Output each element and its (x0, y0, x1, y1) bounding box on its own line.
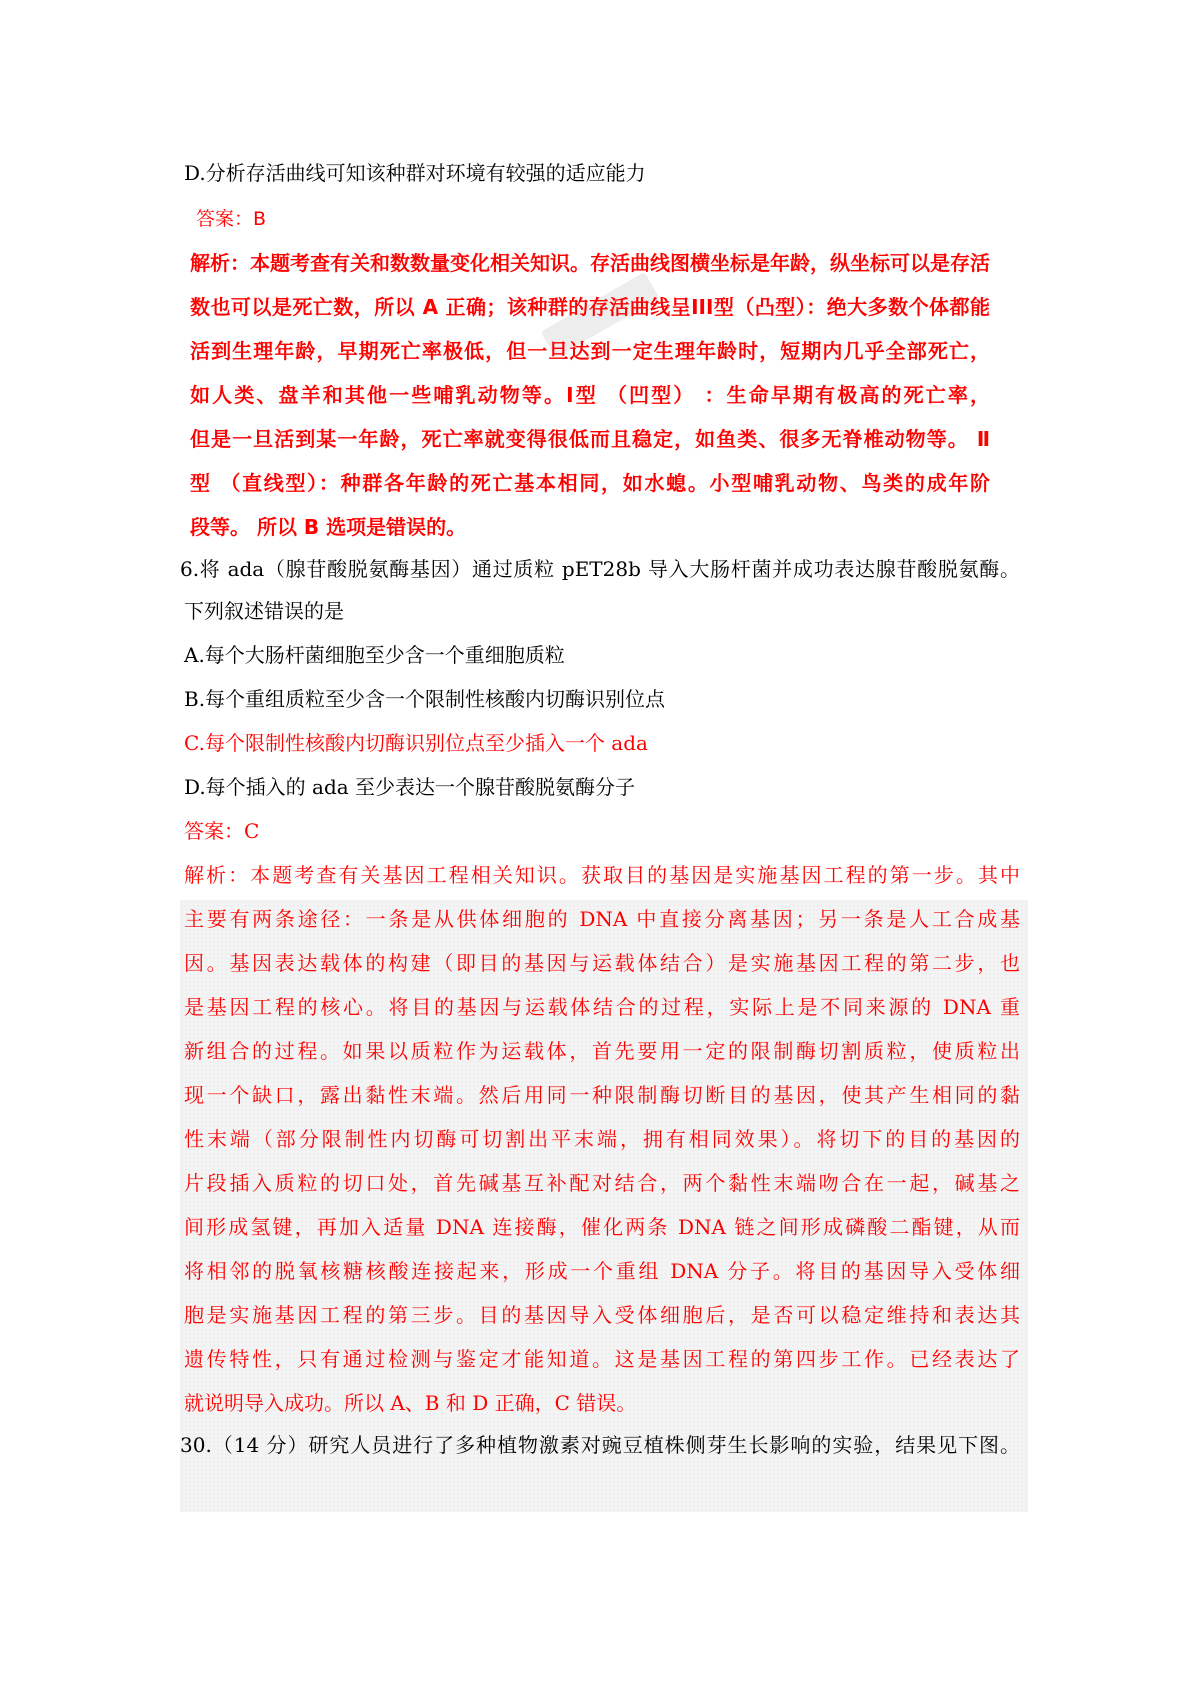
analysis-previous-line-2: 数也可以是死亡数，所以 A 正确；该种群的存活曲线呈III型（凸型）：绝大多数个体都能 (190, 295, 990, 319)
question-6-analysis-line-3: 因。基因表达载体的构建（即目的基因与运载体结合）是实施基因工程的第二步，也 (184, 951, 1020, 975)
answer-previous: 答案：B (196, 208, 267, 230)
analysis-shaded-block (180, 900, 1028, 1512)
question-6-option-b: B.每个重组质粒至少含一个限制性核酸内切酶识别位点 (184, 687, 666, 711)
option-d-previous: D.分析存活曲线可知该种群对环境有较强的适应能力 (184, 161, 646, 185)
question-6-analysis-line-2: 主要有两条途径：一条是从供体细胞的 DNA 中直接分离基因；另一条是人工合成基 (184, 907, 1020, 931)
question-6-analysis-line-4: 是基因工程的核心。将目的基因与运载体结合的过程，实际上是不同来源的 DNA 重 (184, 995, 1020, 1019)
question-6-analysis-line-11: 胞是实施基因工程的第三步。目的基因导入受体细胞后，是否可以稳定维持和表达其 (184, 1303, 1020, 1327)
analysis-previous-line-6: 型 （直线型）：种群各年龄的死亡基本相同，如水螅。小型哺乳动物、鸟类的成年阶 (190, 471, 990, 495)
analysis-previous-line-3: 活到生理年龄，早期死亡率极低，但一旦达到一定生理年龄时，短期内几乎全部死亡， (190, 339, 990, 363)
analysis-previous-line-1: 解析：本题考查有关和数数量变化相关知识。存活曲线图横坐标是年龄，纵坐标可以是存活 (190, 251, 990, 275)
question-6-stem-line-2: 下列叙述错误的是 (184, 599, 344, 623)
analysis-previous-line-5: 但是一旦活到某一年龄，死亡率就变得很低而且稳定，如鱼类、很多无脊椎动物等。 Ⅱ (190, 427, 990, 451)
question-30-stem: 30.（14 分）研究人员进行了多种植物激素对豌豆植株侧芽生长影响的实验，结果见下图。 (180, 1433, 1020, 1457)
question-6-analysis-line-7: 性末端（部分限制性内切酶可切割出平末端，拥有相同效果）。将切下的目的基因的 (184, 1127, 1020, 1151)
question-6-analysis-line-10: 将相邻的脱氧核糖核酸连接起来，形成一个重组 DNA 分子。将目的基因导入受体细 (184, 1259, 1020, 1283)
question-6-stem-line-1: 6.将 ada（腺苷酸脱氨酶基因）通过质粒 pET28b 导入大肠杆菌并成功表达腺苷酸脱氨酶。 (180, 557, 1020, 581)
question-6-answer: 答案：C (184, 819, 260, 843)
question-6-option-a: A.每个大肠杆菌细胞至少含一个重细胞质粒 (184, 643, 565, 667)
question-6-analysis-line-1: 解析：本题考查有关基因工程相关知识。获取目的基因是实施基因工程的第一步。其中 (184, 863, 1020, 887)
question-6-analysis-line-12: 遗传特性，只有通过检测与鉴定才能知道。这是基因工程的第四步工作。已经表达了 (184, 1347, 1020, 1371)
question-6-option-c: C.每个限制性核酸内切酶识别位点至少插入一个 ada (184, 731, 648, 755)
analysis-previous-line-7: 段等。 所以 B 选项是错误的。 (190, 515, 467, 539)
question-6-analysis-line-9: 间形成氢键，再加入适量 DNA 连接酶，催化两条 DNA 链之间形成磷酸二酯键，从而 (184, 1215, 1020, 1239)
question-6-analysis-line-6: 现一个缺口，露出黏性末端。然后用同一种限制酶切断目的基因，使其产生相同的黏 (184, 1083, 1020, 1107)
question-6-option-d: D.每个插入的 ada 至少表达一个腺苷酸脱氨酶分子 (184, 775, 636, 799)
question-6-analysis-line-13: 就说明导入成功。所以 A、B 和 D 正确，C 错误。 (184, 1391, 637, 1415)
question-6-analysis-line-5: 新组合的过程。如果以质粒作为运载体，首先要用一定的限制酶切割质粒，使质粒出 (184, 1039, 1020, 1063)
question-6-analysis-line-8: 片段插入质粒的切口处，首先碱基互补配对结合，两个黏性末端吻合在一起，碱基之 (184, 1171, 1020, 1195)
analysis-previous-line-4: 如人类、盘羊和其他一些哺乳动物等。Ⅰ型 （凹型） ：生命早期有极高的死亡率， (190, 383, 990, 407)
